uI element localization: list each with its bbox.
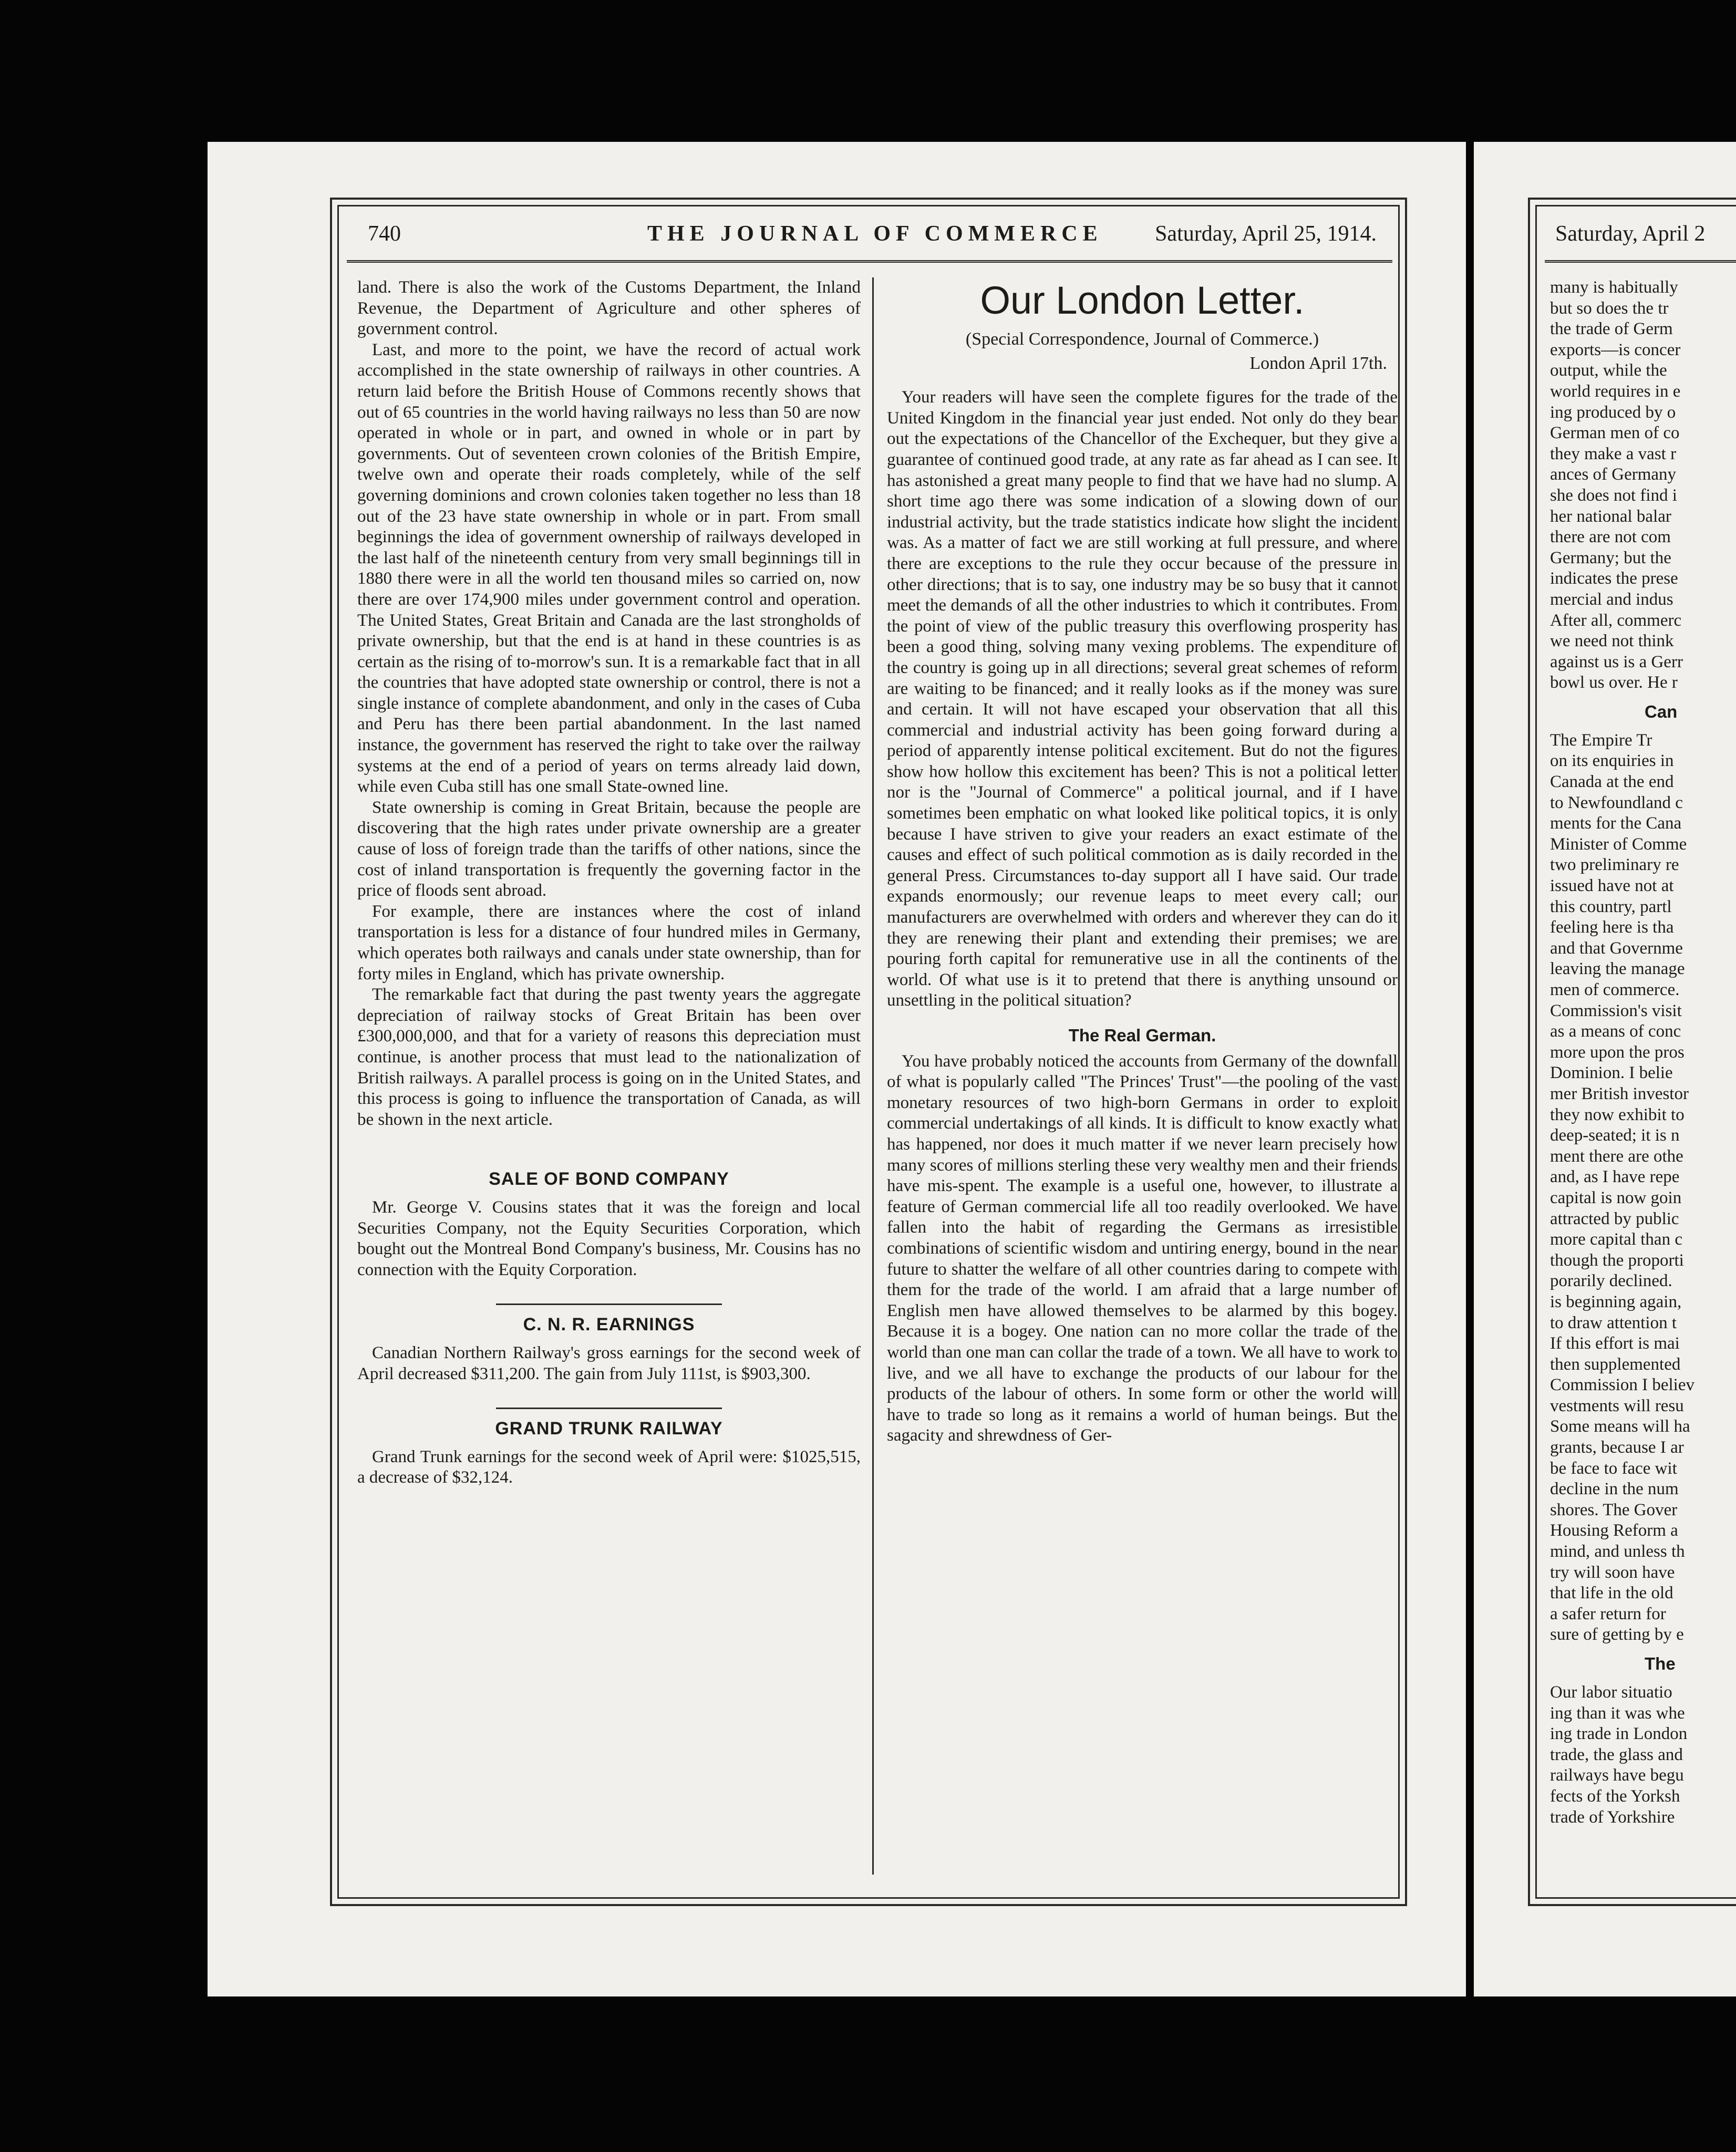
next-page-line: porarily declined. xyxy=(1550,1271,1672,1291)
sale-bond-headline: SALE OF BOND COMPANY xyxy=(489,1169,729,1189)
next-page-subhead: Can xyxy=(1645,701,1678,721)
next-page-line: to Newfoundland c xyxy=(1550,793,1683,812)
next-page-line: men of commerce. xyxy=(1550,980,1680,999)
next-page-line: Some means will ha xyxy=(1550,1417,1690,1436)
next-page-line: try will soon have xyxy=(1550,1563,1675,1582)
page-number: 740 xyxy=(368,222,401,246)
next-page-line: railways have begu xyxy=(1550,1766,1684,1785)
next-page-line: as a means of conc xyxy=(1550,1022,1681,1041)
article-byline: (Special Correspondence, Journal of Commerce.) xyxy=(965,329,1319,349)
next-page-line: ing trade in London xyxy=(1550,1724,1688,1744)
body-paragraph: The remarkable fact that during the past twenty years the aggregate depreciation of railway stocks of Great Britain has been over £300,000,000, and that for a variety of reasons this depreciation must continue, is another process that must lead to the nationalization of British railways. A parallel process is going on in the United States, and this process is going to influence the transportation of Canada, as will be shown in the next article. xyxy=(357,985,861,1129)
next-page-line: Commission I believ xyxy=(1550,1375,1694,1395)
next-page-line: more upon the pros xyxy=(1550,1042,1685,1062)
issue-date: Saturday, April 25, 1914. xyxy=(1155,222,1377,246)
next-page-line: German men of co xyxy=(1550,423,1680,443)
next-page-line: grants, because I ar xyxy=(1550,1438,1684,1457)
next-page-line: but so does the tr xyxy=(1550,298,1669,318)
next-page-line: many is habitually xyxy=(1550,278,1678,297)
next-page-line: shores. The Gover xyxy=(1550,1500,1678,1519)
article-paragraph: Your readers will have seen the complete figures for the trade of the United Kingdom in the financial year just ended. Not only do they bear out the expectations of the Chancellor of the Exchequer, but they give a guarantee of continued good trade, at any rate as far ahead as I can see. It has astonished a great many people to find that we have had no slump. A short time ago there was some indication of a slowing down of our industrial activity, but the trade statistics indicate how slight the incident was. As a matter of fact we are still working at full pressure, and where there are exceptions to the rule they occur because of the pressure in other directions; that is to say, one industry may be so busy that it cannot meet the demands of all the other industries to which it contributes. From the point of view of the public treasury this overflowing prosperity has been a good thing, solving many vexing problems. The expenditure of the country is going up in all directions; several great schemes of reform are waiting to be financed; and it really looks as if the money was sure and certain. It will not have escaped your observation that all this commercial and industrial activity has been going forward during a period of apparently intense political excitement. But do not the figures show how hollow this excitement has been? This is not a political letter nor is the "Journal of Commerce" a political journal, and if I have sometimes been emphatic on what looked like political topics, it is only because I have striven to give your readers an exact estimate of the causes and effect of such political commotion as is daily recorded in the general Press. Circumstances to-day support all I have said. Our trade expands enormously; our revenue leaps to meet every call; our manufacturers are overwhelmed with orders and wherever they can do it they are renewing their plant and extending their premises; we are pouring forth capital for remunerative use in all the continents of the world. Of what use is it to pretend that there is anything unsound or unsettling in the political situation? xyxy=(887,388,1398,1010)
next-page-line: the trade of Germ xyxy=(1550,319,1673,339)
next-page-line: ances of Germany xyxy=(1550,465,1677,484)
next-page-line: exports—is concer xyxy=(1550,340,1681,359)
next-page-line: and, as I have repe xyxy=(1550,1167,1680,1187)
next-page-line: she does not find i xyxy=(1550,485,1677,505)
body-paragraph: For example, there are instances where the cost of inland transportation is less for a distance of four hundred miles in Germany, which operates both railways and canals under state ownership, than for forty miles in England, which has private ownership. xyxy=(357,902,861,984)
next-page-line: Germany; but the xyxy=(1550,548,1671,567)
body-paragraph: Last, and more to the point, we have the record of actual work accomplished in the state ownership of railways in other countries. A return laid before the British House of Commons recently shows that out of 65 countries in the world having railways no less than 50 are now operated in whole or in part, and owned in whole or in part by governments. Out of seventeen crown colonies of the British Empire, twelve own and operate their roads completely, while of the self governing dominions and crown colonies taken together no less than 18 out of the 23 have state ownership in whole or in part. From small beginnings the idea of government ownership of railways developed in the last half of the nineteenth century from very small beginnings till in 1880 there were in all the world ten thousand miles so carried on, now there are over 174,900 miles under government control and operation. The United States, Great Britain and Canada are the last strongholds of private ownership, but that the end is at hand in these countries is as certain as the rising of to-morrow's sun. It is a remarkable fact that in all the countries that have adopted state ownership or control, there is not a single instance of complete abandonment, and only in the cases of Cuba and Peru has there been partial abandonment. In the last named instance, the government has reserved the right to take over the railway systems at the end of a period of years on terms already laid down, while even Cuba still has one small State-owned line. xyxy=(357,340,861,796)
section-divider xyxy=(496,1303,722,1305)
next-page-line: If this effort is mai xyxy=(1550,1334,1680,1353)
article-dateline: London April 17th. xyxy=(1249,353,1387,373)
next-page-line: fects of the Yorksh xyxy=(1550,1786,1680,1806)
next-page-line: trade of Yorkshire xyxy=(1550,1807,1675,1827)
body-paragraph: State ownership is coming in Great Britain, because the people are discovering that the high rates under private ownership are a greater cause of loss of foreign trade than the tariffs of other nations, since the cost of inland transportation is frequently the governing factor in the price of floods sent abroad. xyxy=(357,798,861,901)
next-page-line: Canada at the end xyxy=(1550,772,1674,792)
next-page-line: though the proporti xyxy=(1550,1250,1684,1270)
cnr-text: Canadian Northern Railway's gross earnings for the second week of April decreased $311,200. The gain from July 111st, is $903,300. xyxy=(357,1343,861,1383)
next-page-line: Our labor situatio xyxy=(1550,1683,1672,1702)
next-page-line: two preliminary re xyxy=(1550,855,1679,875)
section-divider xyxy=(496,1408,722,1409)
next-page-line: The Empire Tr xyxy=(1550,730,1652,750)
next-page-line: they now exhibit to xyxy=(1550,1105,1685,1124)
next-page-line: to draw attention t xyxy=(1550,1313,1677,1332)
next-page-line: then supplemented xyxy=(1550,1354,1681,1374)
next-page-line: attracted by public xyxy=(1550,1209,1679,1228)
next-page-line: ment there are othe xyxy=(1550,1146,1683,1166)
next-page-line: capital is now goin xyxy=(1550,1188,1682,1207)
journal-title: THE JOURNAL OF COMMERCE xyxy=(647,222,1103,246)
next-page-line: be face to face wit xyxy=(1550,1458,1677,1478)
next-page-line: Dominion. I belie xyxy=(1550,1063,1673,1083)
next-page-line: vestments will resu xyxy=(1550,1396,1684,1415)
cnr-headline: C. N. R. EARNINGS xyxy=(523,1315,695,1335)
next-page-line: this country, partl xyxy=(1550,897,1672,916)
next-page-line: mer British investor xyxy=(1550,1084,1689,1103)
next-page-line: Housing Reform a xyxy=(1550,1521,1678,1540)
next-page-line: ments for the Cana xyxy=(1550,814,1682,833)
page-header xyxy=(347,213,1392,263)
next-page-line: issued have not at xyxy=(1550,876,1674,896)
next-page-subhead: The xyxy=(1645,1654,1676,1673)
article-paragraph: You have probably noticed the accounts from Germany of the downfall of what is popularly called "The Princes' Trust"—the pooling of the vast monetary resources of two high-born Germans in order to exploit commercial undertakings of all kinds. It is difficult to know exactly what has happened, nor does it much matter if we never learn precisely how many scores of millions sterling these very wealthy men and their friends have mis-spent. The example is a useful one, however, to illustrate a feature of German commercial life all too readily overlooked. We have fallen into the habit of regarding the Germans as irresistible combinations of scientific wisdom and untiring energy, bound in the near future to shatter the welfare of all other countries daring to compete with them for the trade of the world. I am afraid that a large number of English men have allowed themselves to be alarmed by this bogey. Because it is a bogey. One nation can no more collar the trade of the world than one man can collar the trade of a town. We all have to work to live, and we all have to exchange the products of our labour for the products of the labour of others. In some form or other the world will have to trade so long as it remains a world of human beings. But the sagacity and shrewdness of Ger- xyxy=(887,1051,1398,1445)
next-page-line: her national balar xyxy=(1550,506,1671,526)
middle-column xyxy=(887,277,1398,1446)
article-subhead: The Real German. xyxy=(1068,1026,1216,1045)
next-page-line: bowl us over. He r xyxy=(1550,673,1678,692)
next-page-column xyxy=(1550,277,1736,1828)
next-page-line: mercial and indus xyxy=(1550,589,1673,609)
next-page-line: Minister of Comme xyxy=(1550,834,1687,854)
next-page-line: After all, commerc xyxy=(1550,611,1682,630)
next-page-line: against us is a Gerr xyxy=(1550,652,1683,671)
next-page-line: is beginning again, xyxy=(1550,1292,1682,1311)
next-page-line: deep-seated; it is n xyxy=(1550,1126,1680,1145)
next-page-line: mind, and unless th xyxy=(1550,1542,1685,1561)
article-title: Our London Letter. xyxy=(980,278,1305,322)
next-page-line: ing produced by o xyxy=(1550,402,1676,422)
column-divider xyxy=(872,277,874,1875)
next-page-line: ing than it was whe xyxy=(1550,1703,1685,1723)
sale-bond-text: Mr. George V. Cousins states that it was the foreign and local Securities Company, not the Equity Securities Corporation, which bought out the Montreal Bond Company's business, Mr. Cousins has no connection with the Equity Corporation. xyxy=(357,1197,861,1279)
next-page-line: decline in the num xyxy=(1550,1480,1679,1499)
next-page-line: they make a vast r xyxy=(1550,444,1677,463)
gtr-text: Grand Trunk earnings for the second week of April were: $1025,515, a decrease of $32,124. xyxy=(357,1447,861,1487)
next-page-line: on its enquiries in xyxy=(1550,751,1674,771)
left-column xyxy=(357,277,861,1488)
next-page-line: trade, the glass and xyxy=(1550,1745,1683,1764)
next-page-line: Commission's visit xyxy=(1550,1001,1682,1020)
body-paragraph: land. There is also the work of the Customs Department, the Inland Revenue, the Department of Agriculture and other spheres of government control. xyxy=(357,278,861,339)
next-page-line: sure of getting by e xyxy=(1550,1625,1684,1644)
next-page-line: more capital than c xyxy=(1550,1230,1682,1249)
next-page-date: Saturday, April 2 xyxy=(1555,222,1706,246)
next-page-line: and that Governme xyxy=(1550,938,1683,958)
next-page-line: world requires in e xyxy=(1550,381,1681,401)
next-page-line: leaving the manage xyxy=(1550,959,1685,979)
next-page-header xyxy=(1545,213,1736,263)
next-page-line: we need not think xyxy=(1550,632,1674,651)
next-page-line: there are not com xyxy=(1550,527,1671,547)
next-page-line: that life in the old xyxy=(1550,1584,1673,1603)
gtr-headline: GRAND TRUNK RAILWAY xyxy=(495,1419,723,1439)
next-page-line: indicates the prese xyxy=(1550,569,1678,588)
next-page-line: feeling here is tha xyxy=(1550,918,1674,937)
next-page-line: a safer return for xyxy=(1550,1604,1666,1623)
next-page-line: output, while the xyxy=(1550,361,1667,380)
